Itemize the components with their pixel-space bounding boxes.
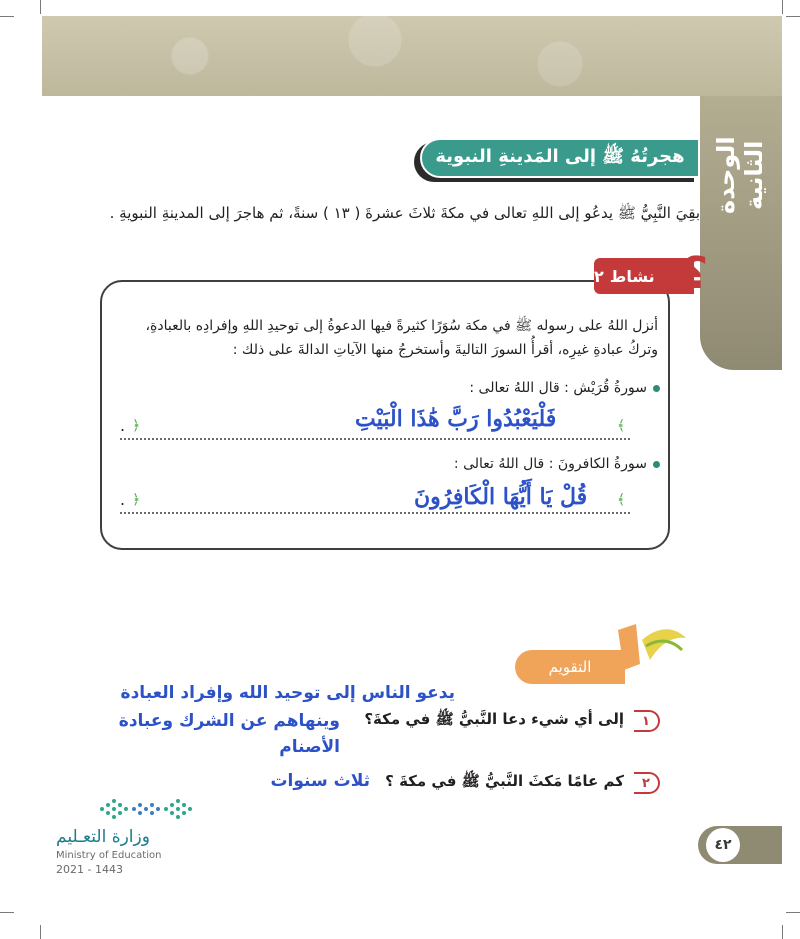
ornament-icon: ﴿ bbox=[132, 418, 141, 434]
activity-item-intro bbox=[469, 380, 660, 396]
question-1-answer bbox=[55, 680, 455, 706]
answer-line-text: يدعو الناس إلى توحيد الله وإفراد العبادة bbox=[120, 683, 455, 703]
crop-mark bbox=[40, 925, 41, 939]
question-text: إلى أي شيء دعا النَّبيُّ ﷺ في مكةَ؟ bbox=[364, 710, 624, 728]
question-number: ٢ bbox=[634, 772, 660, 794]
question-mark-icon: ؟ bbox=[682, 248, 708, 299]
answer-text-1: فَلْيَعْبُدُوا رَبَّ هَٰذَا الْبَيْتِ bbox=[355, 406, 557, 432]
bullet-icon bbox=[653, 385, 660, 392]
crop-mark bbox=[786, 16, 800, 17]
activity-text-line: أنزل اللهُ على رسوله ﷺ في مكة سُوَرًا كثيرةً فيها الدعوةُ إلى توحيدِ اللهِ وإفرادِه بالعبادةِ، bbox=[145, 318, 658, 334]
activity-item-intro bbox=[454, 456, 660, 472]
crop-mark bbox=[782, 0, 783, 14]
activity-item-intro-text: سورةُ قُرَيْش : قال اللهُ تعالى : bbox=[469, 380, 647, 396]
crop-mark bbox=[0, 912, 14, 913]
question-1 bbox=[364, 710, 660, 732]
end-dot: . bbox=[120, 490, 126, 509]
ministry-logo bbox=[56, 795, 206, 885]
page-number: ٤٢ bbox=[706, 828, 740, 862]
evaluation-label: التقويم bbox=[515, 650, 625, 684]
header-band bbox=[42, 16, 782, 96]
question-1-answer-line2: وينهاهم عن الشرك وعبادة الأصنام bbox=[118, 711, 340, 757]
end-dot: . bbox=[120, 416, 126, 435]
question-text: كم عامًا مَكثَ النَّبيُّ ﷺ في مكةَ ؟ bbox=[385, 772, 624, 790]
ornament-icon: ﴿ bbox=[132, 492, 141, 508]
activity-tag bbox=[594, 258, 694, 294]
activity-text-line: وتركُ عبادةِ غيرِه، أقرأُ السورَ التاليةَ وأستخرجُ منها الآياتِ الدالةَ على ذلك : bbox=[232, 342, 658, 358]
intro-paragraph: بقِيَ النَّبِيُّ ﷺ يدعُو إلى اللهِ تعالى في مكةَ ثلاثَ عشرةَ ( ١٣ ) سنةً، ثم هاجرَ إلى المدينةِ النبويةِ . bbox=[109, 204, 700, 222]
question-2-answer: ثلاث سنوات bbox=[270, 771, 370, 791]
activity-number: ٢ bbox=[594, 266, 604, 286]
bullet-icon bbox=[653, 461, 660, 468]
ornament-icon: ﴾ bbox=[617, 418, 626, 434]
question-2 bbox=[385, 772, 660, 794]
unit-title: الوحدة الثانية bbox=[712, 136, 768, 214]
crop-mark bbox=[786, 912, 800, 913]
activity-text bbox=[118, 314, 658, 362]
ministry-emblem-icon bbox=[96, 795, 196, 823]
ministry-name-ar: وزارة التعـليم bbox=[56, 827, 150, 847]
crop-mark bbox=[40, 0, 41, 14]
crop-mark bbox=[782, 925, 783, 939]
ministry-year: 2021 - 1443 bbox=[56, 863, 123, 876]
question-number: ١ bbox=[634, 710, 660, 732]
activity-label: نشاط bbox=[609, 266, 655, 286]
answer-text-2: قُلْ يَا أَيُّهَا الْكَافِرُونَ bbox=[414, 484, 588, 510]
activity-item-intro-text: سورةُ الكافرونَ : قال اللهُ تعالى : bbox=[453, 456, 647, 472]
section-title: هجرتُهُ ﷺ إلى المَدينةِ النبوية bbox=[420, 138, 700, 178]
ministry-name-en: Ministry of Education bbox=[56, 850, 162, 861]
crop-mark bbox=[0, 16, 14, 17]
ornament-icon: ﴾ bbox=[617, 492, 626, 508]
